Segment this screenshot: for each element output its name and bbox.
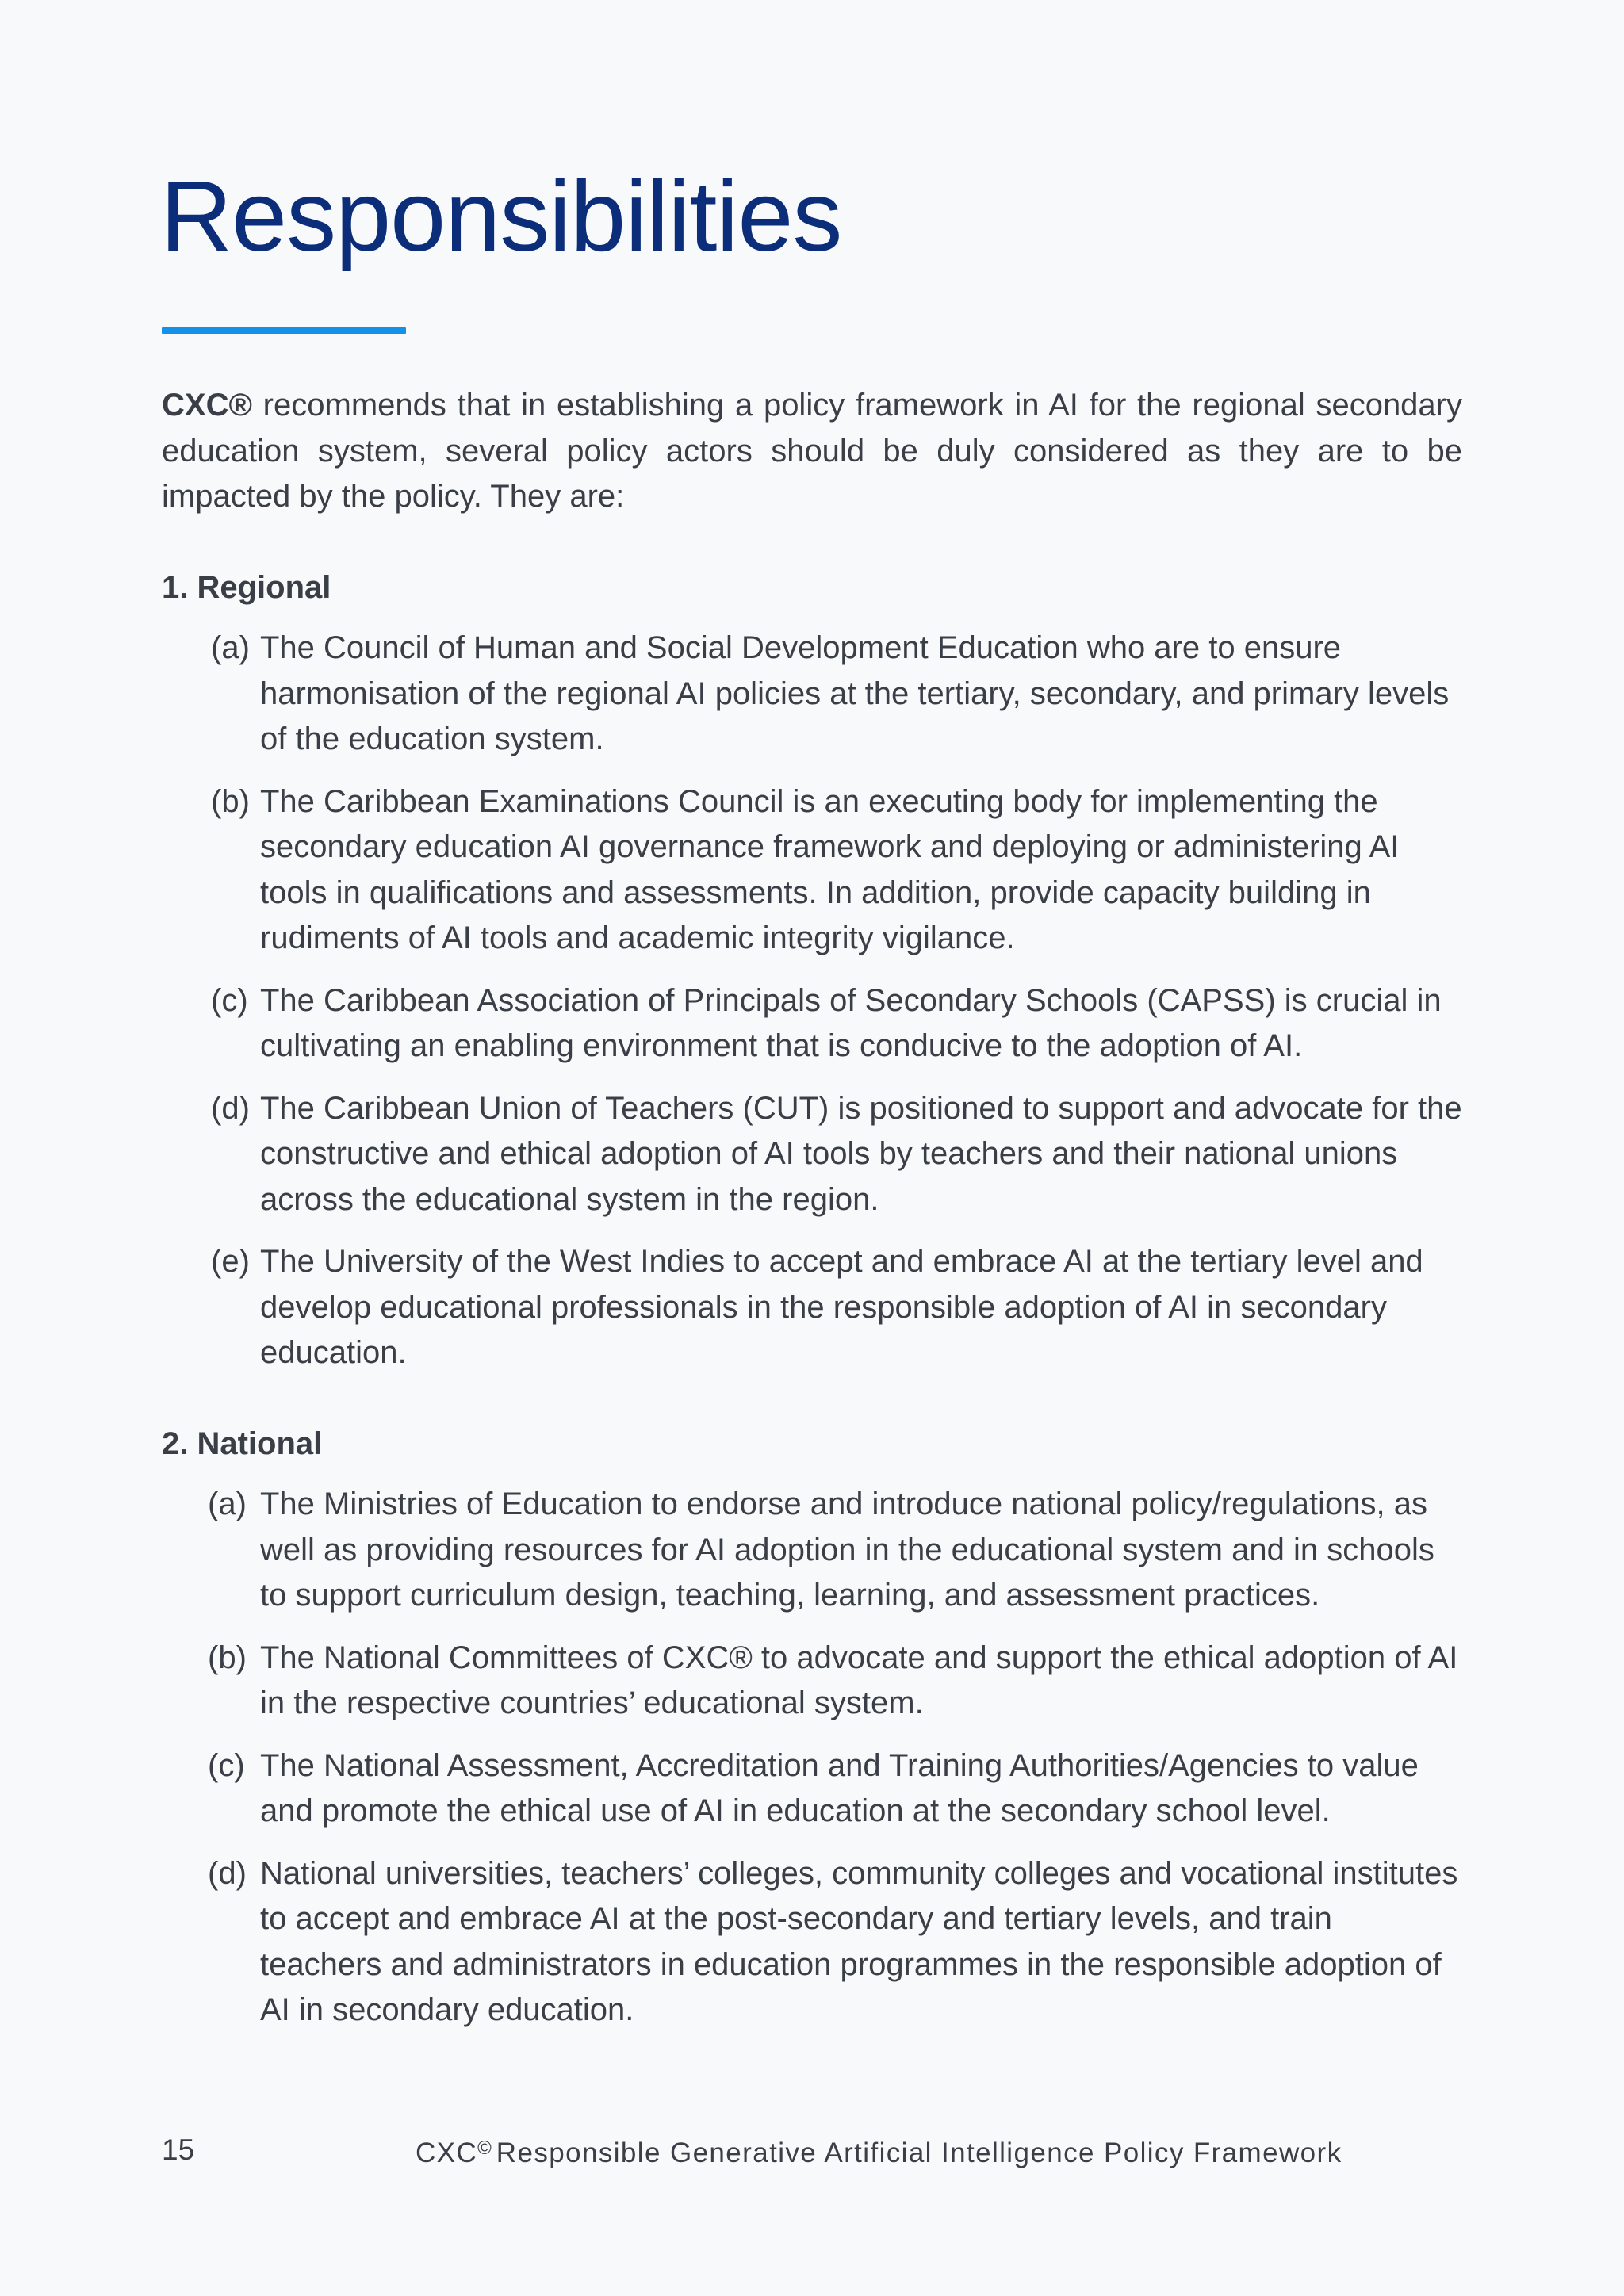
- intro-brand: CXC®: [162, 388, 252, 423]
- list-item-marker: (d): [211, 1090, 250, 1126]
- national-list: [162, 1482, 1462, 2034]
- list-item: [162, 1482, 1462, 1619]
- list-item: [162, 779, 1462, 962]
- list-item-text: The University of the West Indies to accept and embrace AI at the tertiary level and develop educational professionals in the responsible adoption of AI in secondary education.: [260, 1244, 1423, 1370]
- list-item: [162, 978, 1462, 1070]
- footer-copyright-mark: ©: [477, 2137, 492, 2159]
- page-content: [162, 383, 1462, 2050]
- footer-document-title: [416, 2131, 1342, 2171]
- regional-list: [162, 626, 1462, 1376]
- footer-doc-prefix: CXC: [416, 2137, 478, 2168]
- list-item-text: The National Committees of CXC® to advocate and support the ethical adoption of AI in the respective countries’ educational system.: [260, 1640, 1458, 1720]
- section-heading-regional: 1. Regional: [162, 569, 331, 605]
- list-item-text: The Ministries of Education to endorse and introduce national policy/regulations, as well as providing resources for AI adoption in the educational system and in schools to support curriculum design, teaching, learning, and assessment practices.: [260, 1487, 1434, 1613]
- list-item-text: The Council of Human and Social Development Education who are to ensure harmonisation of the regional AI policies at the tertiary, secondary, and primary levels of the education system.: [260, 630, 1450, 756]
- page-number: 15: [162, 2133, 195, 2166]
- list-item-text: The Caribbean Union of Teachers (CUT) is positioned to support and advocate for the constructive and ethical adoption of AI tools by teachers and their national unions across the educational system in the region.: [260, 1090, 1462, 1217]
- list-item-marker: (c): [211, 982, 248, 1018]
- list-item-marker: (b): [208, 1640, 247, 1675]
- list-item-text: The Caribbean Association of Principals of Secondary Schools (CAPSS) is crucial in cultivating an enabling environment that is conducive to the adoption of AI.: [260, 982, 1442, 1063]
- list-item-marker: (a): [211, 630, 250, 665]
- list-item-marker: (e): [211, 1244, 250, 1279]
- list-item-text: National universities, teachers’ colleges, community colleges and vocational institutes to accept and embrace AI at the post-secondary and tertiary levels, and train teachers and administrators in education programmes in the responsible adoption of AI in secondary education.: [260, 1855, 1458, 2027]
- title-underline-rule: [162, 327, 406, 334]
- list-item-marker: (c): [208, 1747, 245, 1783]
- list-item: [162, 1743, 1462, 1835]
- footer-doc-title: Responsible Generative Artificial Intelligence Policy Framework: [496, 2137, 1342, 2168]
- list-item-text: The Caribbean Examinations Council is an executing body for implementing the secondary education AI governance framework and deploying or administering AI tools in qualifications and assessments. In addition, provide capacity building in rudiments of AI tools and academic integrity vigilance.: [260, 783, 1400, 955]
- list-item-marker: (a): [208, 1487, 247, 1521]
- page-title: Responsibilities: [160, 160, 842, 272]
- section-heading-national: 2. National: [162, 1425, 323, 1461]
- list-item: [162, 1851, 1462, 2034]
- list-item-marker: (d): [208, 1855, 247, 1891]
- list-item-text: The National Assessment, Accreditation and Training Authorities/Agencies to value and promote the ethical use of AI in education at the secondary school level.: [260, 1747, 1419, 1828]
- list-item: [162, 1239, 1462, 1376]
- list-item: [162, 1636, 1462, 1727]
- list-item: [162, 1086, 1462, 1223]
- intro-text: recommends that in establishing a policy framework in AI for the regional secondary education system, several policy actors should be duly considered as they are to be impacted by the policy. They are:: [162, 388, 1462, 514]
- list-item: [162, 626, 1462, 763]
- intro-paragraph: [162, 383, 1462, 520]
- list-item-marker: (b): [211, 783, 250, 819]
